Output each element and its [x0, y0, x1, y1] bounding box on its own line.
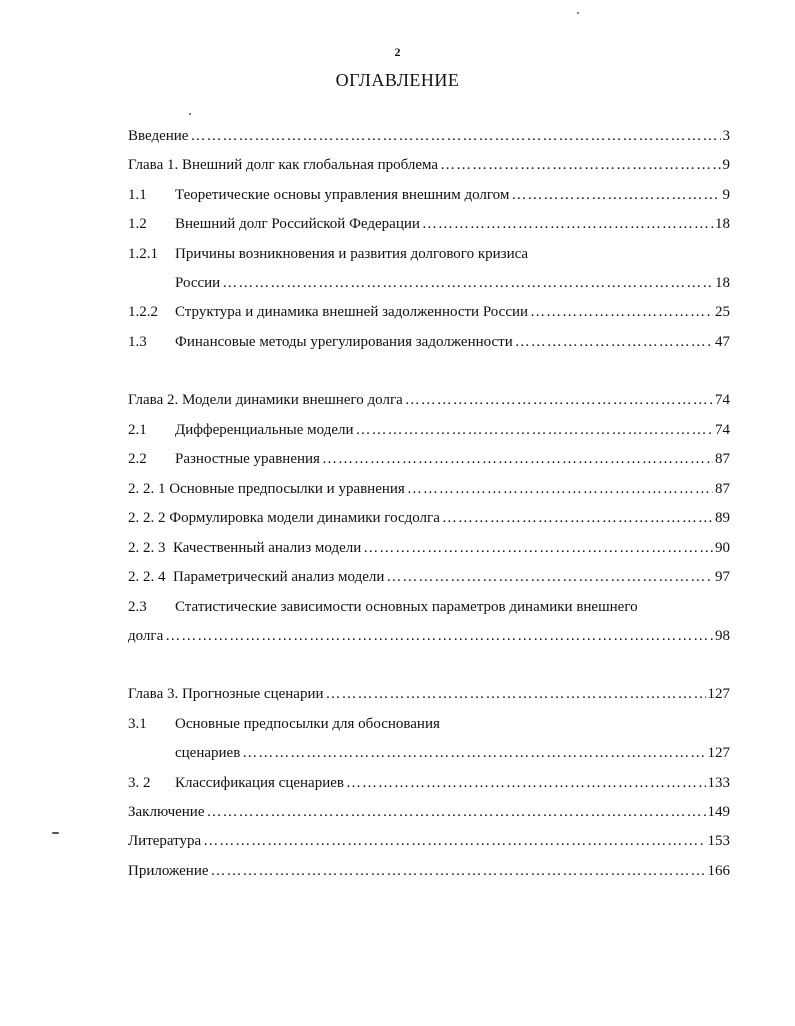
toc-entry-text: Литература	[128, 833, 202, 849]
toc-entry-number: 2.2	[128, 451, 147, 467]
toc-entry-page: 149	[707, 804, 730, 820]
leader-dots	[203, 833, 705, 850]
toc-entry-text: Финансовые методы урегулирования задолженности	[175, 334, 513, 350]
toc-entry-text: Введение	[128, 128, 189, 144]
scan-speck	[52, 832, 59, 834]
toc-entry-number: 1.2.2	[128, 304, 158, 320]
toc-entry-text: Основные предпосылки для обоснования	[175, 716, 440, 732]
toc-entry-number: 2. 2. 3	[128, 540, 166, 556]
toc-entry-2-3[interactable]	[128, 599, 730, 621]
toc-entry-page: 74	[715, 422, 730, 438]
toc-entry-1-2-1-continuation[interactable]	[128, 275, 730, 297]
toc-entry-page: 74	[715, 392, 730, 408]
toc-entry-chapter-3[interactable]	[128, 686, 730, 708]
toc-entry-text: Классификация сценариев	[175, 775, 344, 791]
toc-entry-text: Основные предпосылки и уравнения	[169, 481, 405, 497]
toc-entry-page: 47	[715, 334, 730, 350]
toc-entry-1-2[interactable]	[128, 216, 730, 238]
toc-entry-page: 153	[707, 833, 730, 849]
leader-dots	[346, 775, 706, 792]
toc-entry-number: 2. 2. 4	[128, 569, 166, 585]
toc-entry-page: 166	[707, 863, 730, 879]
toc-entry-number: 2. 2. 1	[128, 481, 166, 497]
toc-entry-3-2[interactable]	[128, 775, 730, 797]
toc-entry-page: 89	[715, 510, 730, 526]
toc-entry-number: 2.3	[128, 599, 147, 615]
toc-entry-chapter-2[interactable]	[128, 392, 730, 414]
toc-entry-text: Глава 2. Модели динамики внешнего долга	[128, 392, 403, 408]
toc-entry-number: 1.2	[128, 216, 147, 232]
toc-entry-introduction[interactable]	[128, 128, 730, 150]
toc-entry-conclusion[interactable]	[128, 804, 730, 826]
toc-entry-text: России	[175, 275, 221, 291]
toc-entry-1-1[interactable]	[128, 187, 730, 209]
page-number: 2	[394, 45, 401, 59]
toc-entry-text: Качественный анализ модели	[173, 540, 362, 556]
toc-entry-3-1[interactable]	[128, 716, 730, 738]
leader-dots	[207, 804, 706, 821]
leader-dots	[165, 628, 713, 645]
toc-entry-page: 97	[715, 569, 730, 585]
leader-dots	[515, 334, 713, 351]
toc-entry-text: Приложение	[128, 863, 209, 879]
toc-entry-number: 2.1	[128, 422, 147, 438]
leader-dots	[190, 128, 720, 145]
toc-entry-1-2-1[interactable]	[128, 246, 730, 268]
toc-entry-page: 9	[722, 187, 730, 203]
toc-entry-chapter-1[interactable]	[128, 157, 730, 179]
toc-entry-3-1-continuation[interactable]	[128, 745, 730, 767]
toc-entry-text: долга	[128, 628, 164, 644]
toc-entry-page: 127	[707, 686, 730, 702]
toc-entry-2-2-2[interactable]	[128, 510, 730, 532]
toc-entry-number: 1.3	[128, 334, 147, 350]
toc-entry-2-2-4[interactable]	[128, 569, 730, 591]
toc-entry-number: 3. 2	[128, 775, 151, 791]
toc-entry-text: Структура и динамика внешней задолженности России	[175, 304, 529, 320]
toc-entry-2-2-1[interactable]	[128, 481, 730, 503]
toc-entry-text: Статистические зависимости основных параметров динамики внешнего	[175, 599, 638, 615]
leader-dots	[407, 481, 713, 498]
toc-entry-number: 2. 2. 2	[128, 510, 166, 526]
toc-entry-page: 87	[715, 481, 730, 497]
leader-dots	[363, 540, 713, 557]
toc-entry-page: 133	[707, 775, 730, 791]
toc-entry-text: Глава 3. Прогнозные сценарии	[128, 686, 324, 702]
toc-entry-page: 9	[722, 157, 730, 173]
scan-speck	[189, 113, 191, 115]
toc-entry-text: Глава 1. Внешний долг как глобальная проблема	[128, 157, 439, 173]
toc-entry-text: Дифференциальные модели	[175, 422, 354, 438]
toc-entry-1-3[interactable]	[128, 334, 730, 356]
toc-entry-2-3-continuation[interactable]	[128, 628, 730, 650]
toc-entry-text: Теоретические основы управления внешним долгом	[175, 187, 510, 203]
leader-dots	[440, 157, 720, 174]
leader-dots	[222, 275, 713, 292]
toc-entry-page: 87	[715, 451, 730, 467]
leader-dots	[511, 187, 720, 204]
toc-entry-number: 1.1	[128, 187, 147, 203]
toc-entry-2-1[interactable]	[128, 422, 730, 444]
toc-entry-appendix[interactable]	[128, 863, 730, 885]
leader-dots	[326, 686, 706, 703]
leader-dots	[242, 745, 705, 762]
toc-entry-page: 127	[707, 745, 730, 761]
toc-entry-page: 90	[715, 540, 730, 556]
leader-dots	[422, 216, 713, 233]
leader-dots	[442, 510, 713, 527]
toc-title: ОГЛАВЛЕНИЕ	[335, 70, 460, 90]
leader-dots	[530, 304, 713, 321]
toc-entry-text: Формулировка модели динамики госдолга	[169, 510, 440, 526]
leader-dots	[405, 392, 713, 409]
toc-entry-text: сценариев	[175, 745, 241, 761]
leader-dots	[386, 569, 713, 586]
toc-entry-1-2-2[interactable]	[128, 304, 730, 326]
toc-entry-page: 25	[715, 304, 730, 320]
leader-dots	[322, 451, 713, 468]
toc-entry-2-2-3[interactable]	[128, 540, 730, 562]
toc-entry-number: 1.2.1	[128, 246, 158, 262]
toc-entry-text: Внешний долг Российской Федерации	[175, 216, 420, 232]
toc-entry-text: Заключение	[128, 804, 205, 820]
toc-entry-page: 98	[715, 628, 730, 644]
toc-entry-page: 18	[715, 216, 730, 232]
toc-entry-number: 3.1	[128, 716, 147, 732]
toc-entry-references[interactable]	[128, 833, 730, 855]
toc-entry-page: 18	[715, 275, 730, 291]
scan-speck	[577, 12, 579, 14]
toc-entry-text: Разностные уравнения	[175, 451, 320, 467]
toc-entry-2-2[interactable]	[128, 451, 730, 473]
toc-entry-page: 3	[722, 128, 730, 144]
leader-dots	[356, 422, 714, 439]
toc-entry-text: Параметрический анализ модели	[173, 569, 385, 585]
leader-dots	[211, 863, 706, 880]
toc-entry-text: Причины возникновения и развития долгового кризиса	[175, 246, 529, 262]
